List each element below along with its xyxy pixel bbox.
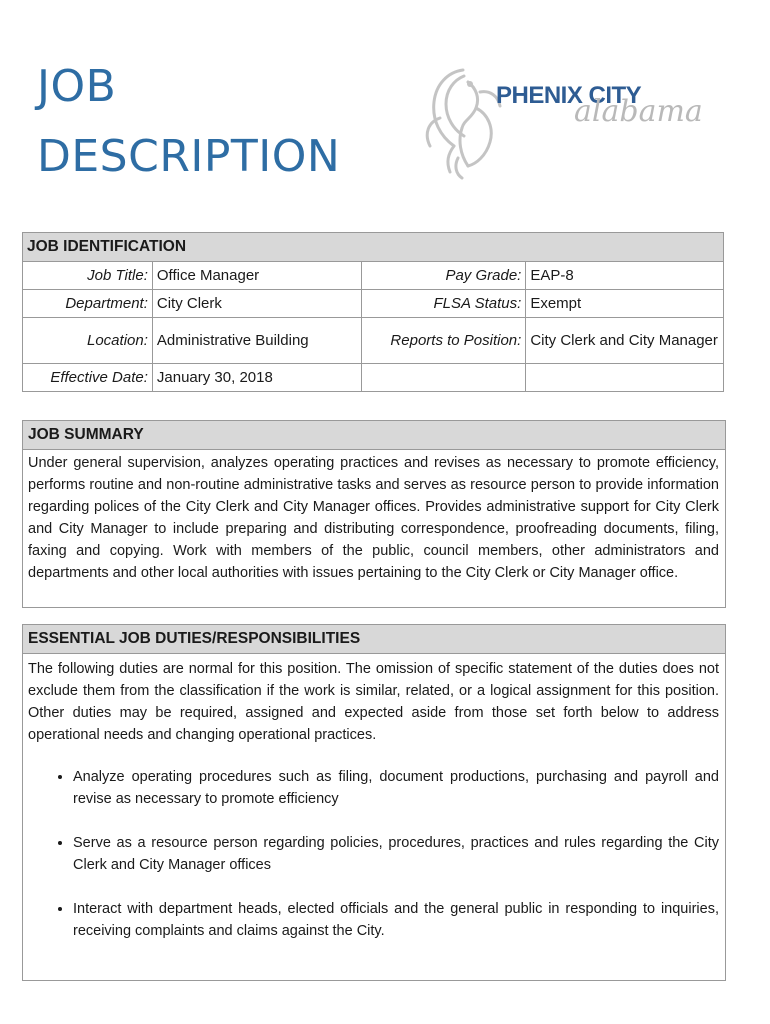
job-title-value: Office Manager [152,262,361,290]
logo-state-script: alabama [574,94,703,129]
phenix-city-logo [418,62,703,180]
pay-grade-value: EAP-8 [526,262,724,290]
empty-cell [526,364,724,392]
essential-duties-header: ESSENTIAL JOB DUTIES/RESPONSIBILITIES [23,625,725,654]
essential-duties-section [22,624,726,981]
department-value: City Clerk [152,290,361,318]
duties-list [23,766,725,942]
reports-to-value: City Clerk and City Manager [526,318,724,364]
job-title-label: Job Title: [23,262,153,290]
effective-date-value: January 30, 2018 [152,364,361,392]
department-label: Department: [23,290,153,318]
list-item: • Serve as a resource person regarding policies, procedures, practices and rules regarding the City Clerk and City Manager offices [73,832,719,876]
empty-cell [361,364,526,392]
pay-grade-label: Pay Grade: [361,262,526,290]
job-identification-header: JOB IDENTIFICATION [23,233,724,262]
job-summary-text: Under general supervision, analyzes operating practices and revises as necessary to promote efficiency, performs routine and non-routine administrative tasks and serves as resource person to provide information regarding polices of the City Clerk and City Manager offices. Provides administrative support for City Clerk and City Manager to include preparing and distributing correspondence, proofreading documents, filing, faxing and copying. Work with members of the public, council members, other administrators and departments and other local authorities with issues pertaining to the City Clerk or City Manager office. [28,455,719,581]
location-value: Administrative Building [152,318,361,364]
flsa-status-value: Exempt [526,290,724,318]
list-item: • Analyze operating procedures such as filing, document productions, purchasing and payroll and revise as necessary to promote efficiency [73,766,719,810]
job-summary-section [22,420,726,608]
job-identification-table [22,232,724,392]
flsa-status-label: FLSA Status: [361,290,526,318]
location-label: Location: [23,318,153,364]
list-item: • Interact with department heads, elected officials and the general public in responding to inquiries, receiving complaints and claims against the City. [73,898,719,942]
logo-city-name: PHENIX CITY [496,82,642,109]
title-line-1: JOB [37,61,117,112]
title-line-2: DESCRIPTION [37,131,341,182]
reports-to-label: Reports to Position: [361,318,526,364]
document-title [37,52,340,192]
phoenix-bird-icon [418,62,508,180]
job-summary-header: JOB SUMMARY [23,421,725,450]
effective-date-label: Effective Date: [23,364,153,392]
essential-duties-intro: The following duties are normal for this position. The omission of specific statement of the duties does not exclude them from the classification if the work is similar, related, or a logical assignment for this position. Other duties may be required, assigned and expected aside from those set forth below to address operational needs and changing operational practices. [28,661,719,743]
